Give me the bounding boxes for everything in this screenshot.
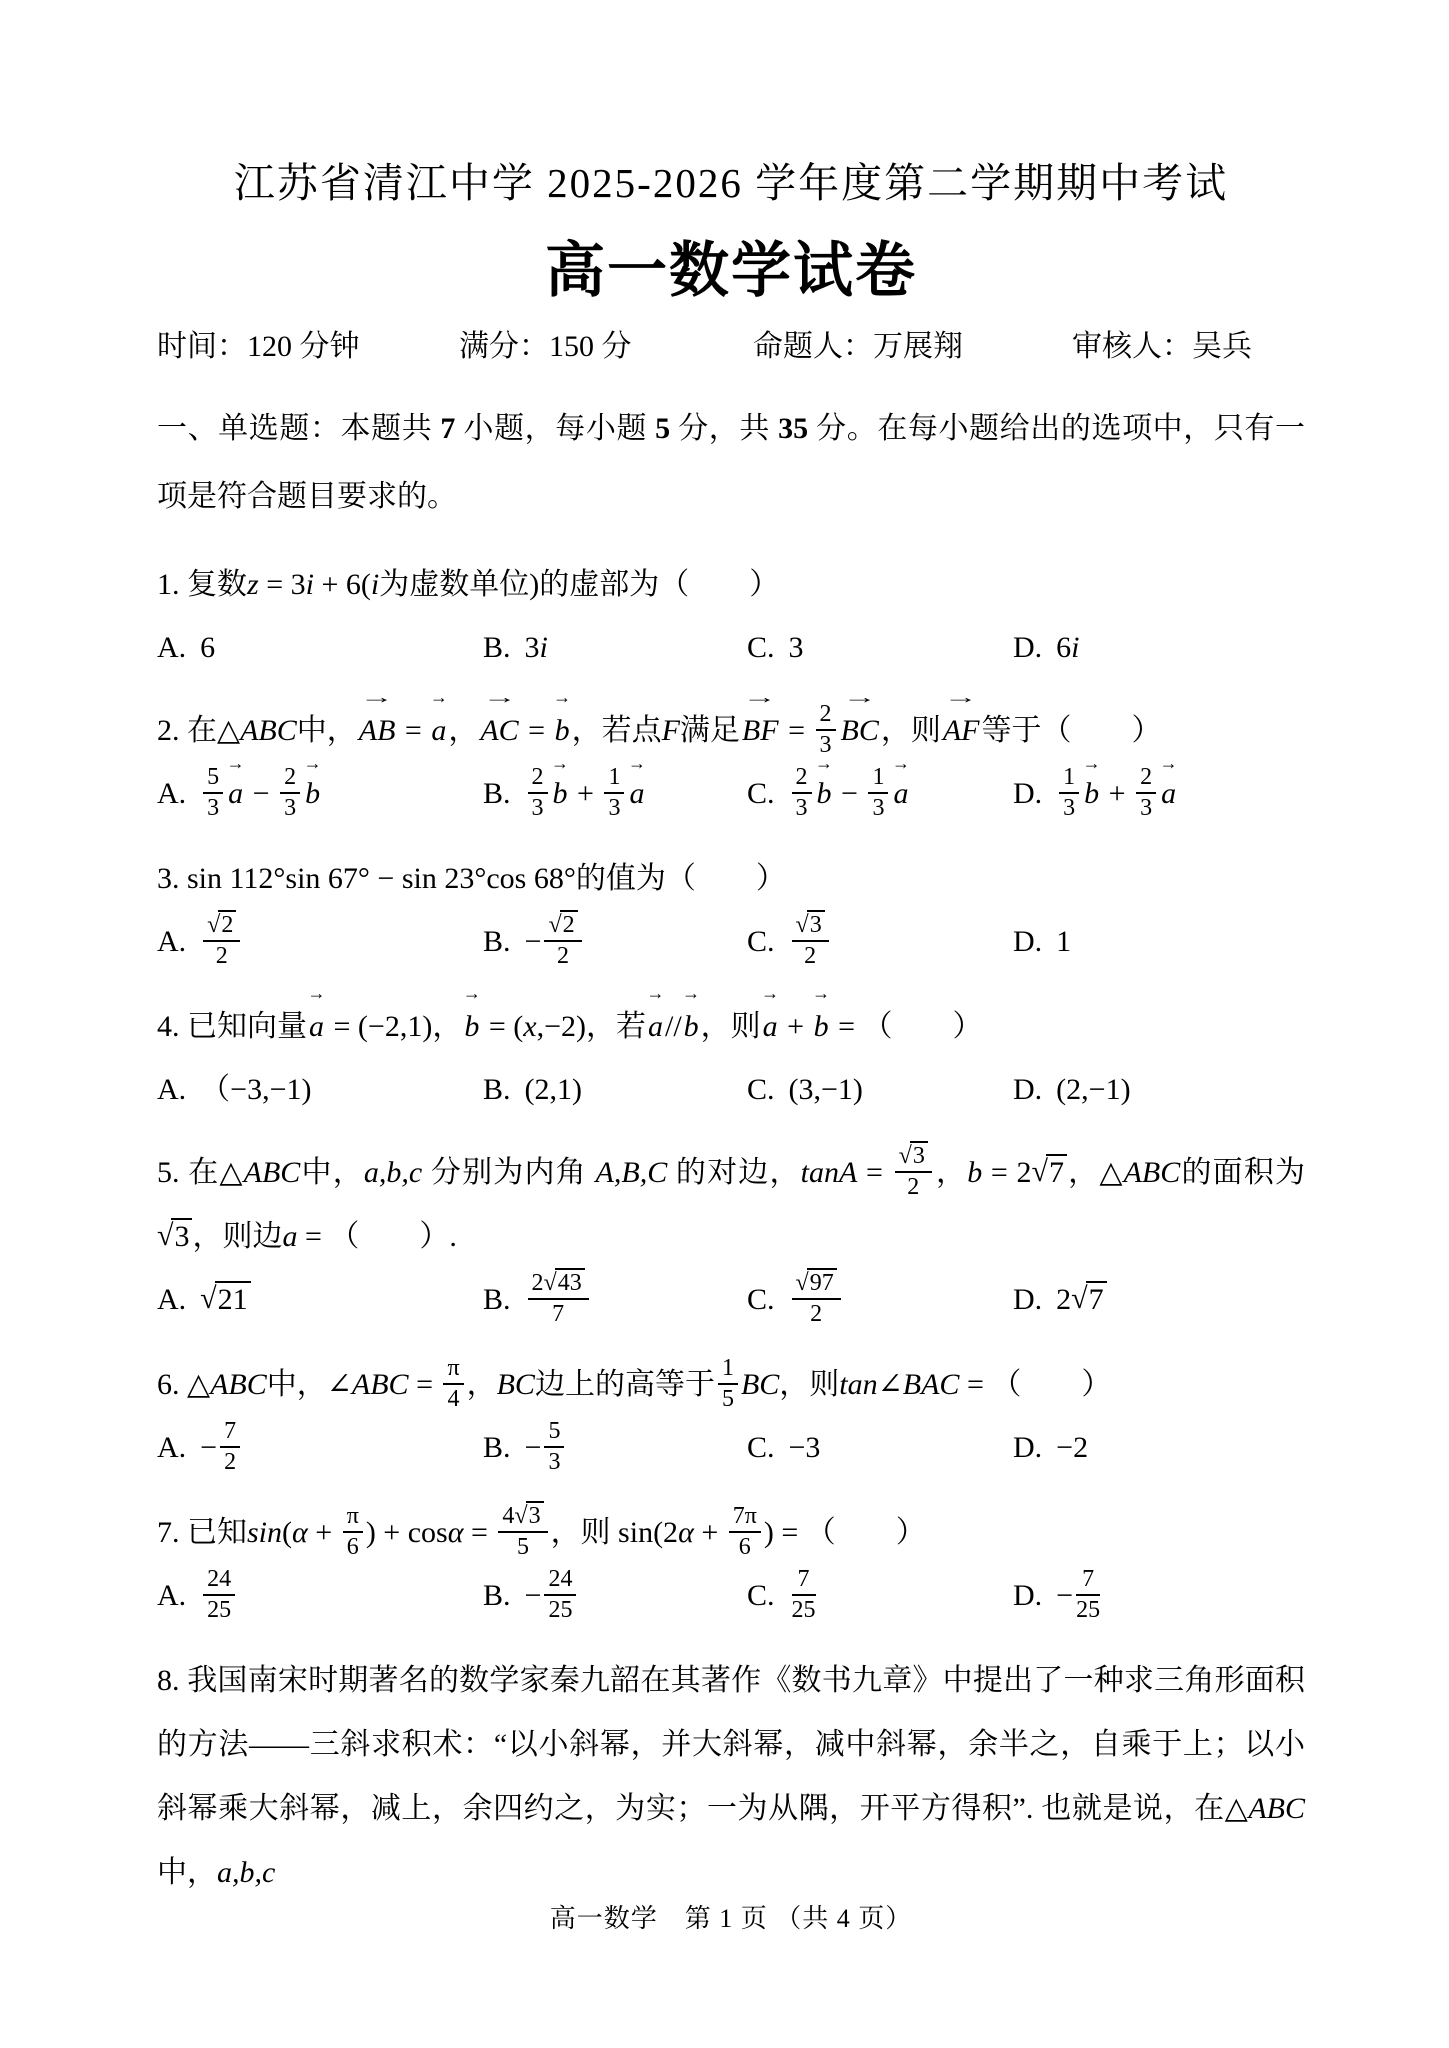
option-label: D. (1013, 777, 1043, 810)
option-label: B. (483, 777, 511, 810)
option-value: 3i (524, 631, 548, 664)
option-label: A. (157, 1578, 187, 1612)
option-value: − $\frac{√2}{2}$ (525, 925, 585, 958)
question-1-options (157, 619, 1305, 677)
option-value: $\frac{√97}{2}$ (789, 1283, 844, 1316)
exam-subtitle: 高一数学试卷 (545, 238, 917, 304)
option-value: $\frac{24}{25}$ (200, 1579, 238, 1612)
question-3 (157, 847, 1305, 973)
option-label: B. (483, 1282, 511, 1316)
option-label: C. (747, 777, 775, 810)
question-8 (157, 1649, 1305, 1905)
question-2 (157, 699, 1305, 825)
question-2-options (157, 765, 1305, 825)
question-7-option-a (157, 1567, 483, 1627)
question-1-option-b (483, 619, 747, 677)
question-1-option-d (1013, 619, 1305, 677)
question-2-option-d (1013, 765, 1305, 825)
option-label: C. (747, 1282, 775, 1316)
page-content (157, 0, 1305, 1905)
option-value: $\frac{√3}{2}$ (789, 925, 832, 958)
section-1-heading: 一、单选题：本题共 7 小题，每小题 5 分，共 35 分。在每小题给出的选项中，只有一项是符合题目要求的。 (157, 412, 1306, 513)
question-5-option-a (157, 1271, 483, 1331)
question-7-option-b (483, 1567, 747, 1627)
question-4-option-c (747, 1061, 1013, 1119)
option-label: D. (1013, 1282, 1043, 1316)
meta-score: 满分：150 分 (459, 330, 632, 363)
option-label: B. (483, 924, 511, 958)
question-1-option-a (157, 619, 483, 677)
question-5-option-b (483, 1271, 747, 1331)
option-label: B. (483, 1072, 511, 1106)
question-7 (157, 1501, 1305, 1627)
question-8-stem: 8. 我国南宋时期著名的数学家秦九韶在其著作《数书九章》中提出了一种求三角形面积的方法——三斜求积术：“以小斜幂，并大斜幂，减中斜幂，余半之，自乘于上；以小斜幂乘大斜幂，减上，余四约之，为实；一为从隅，开平方得积”. 也就是说，在△ABC中，a,b,c (157, 1663, 1305, 1889)
option-value: $\frac{2}{3}$ → b + $\frac{1}{3}$ → a (525, 777, 647, 810)
option-value: (2,1) (524, 1072, 582, 1106)
question-7-option-c (747, 1567, 1013, 1627)
question-1 (157, 553, 1305, 677)
question-2-option-b (483, 765, 747, 825)
option-label: C. (747, 924, 775, 958)
question-6-option-c (747, 1419, 1013, 1479)
question-7-options (157, 1567, 1305, 1627)
option-value: $\frac{1}{3}$ → b + $\frac{2}{3}$ → a (1056, 777, 1178, 810)
option-value: −3 (788, 1430, 821, 1464)
option-label: C. (747, 631, 775, 664)
option-label: B. (483, 1430, 511, 1464)
question-3-option-a (157, 913, 483, 973)
meta-time: 时间：120 分钟 (157, 330, 360, 363)
question-5-stem: 5. 在△ABC中，a,b,c 分别为内角 A,B,C 的对边，tanA = $\frac{√3}{2}$ ，b = 2√7 ，△ABC的面积为√3 ，则边a = （ ）. (157, 1142, 1306, 1253)
option-value: $\frac{7}{25}$ (791, 1566, 816, 1624)
question-6-options (157, 1419, 1305, 1479)
option-value: − $\frac{7}{25}$ (1056, 1566, 1101, 1624)
option-label: A. (157, 1072, 187, 1106)
question-6-option-b (483, 1419, 747, 1479)
option-value: $\frac{2√43}{7}$ (525, 1283, 592, 1316)
option-label: D. (1013, 631, 1043, 664)
question-5-option-d (1013, 1271, 1305, 1331)
question-6-option-a (157, 1419, 483, 1479)
option-value: 1 (1056, 924, 1072, 958)
question-4-option-b (483, 1061, 747, 1119)
question-3-options (157, 913, 1305, 973)
question-2-stem: 2. 在△ABC中，→ AB = → a，→ AC = → b，若点F满足→ BF = $\frac{2}{3}$ → BC，则→ AF等于（ ） (157, 699, 1305, 763)
option-value: (2,−1) (1056, 1072, 1131, 1106)
option-value: 3 (788, 631, 804, 664)
option-value: 2√7 (1056, 1283, 1106, 1316)
question-5-option-c (747, 1271, 1013, 1331)
meta-setter: 命题人：万展翔 (753, 330, 963, 363)
option-label: A. (157, 924, 187, 958)
question-6-stem: 6. △ABC中，∠ABC = $\frac{\pi}{4}$ ，BC边上的高等于 $\frac{1}{5}$ BC，则tan∠BAC = （ ） (157, 1355, 1112, 1413)
option-label: C. (747, 1578, 775, 1612)
question-3-stem: 3. sin 112°sin 67° − sin 23°cos 68°的值为（ ） (157, 861, 786, 895)
option-label: D. (1013, 924, 1043, 958)
option-value: − $\frac{5}{3}$ (525, 1431, 568, 1464)
option-value: −2 (1056, 1430, 1089, 1464)
option-value: √21 (200, 1283, 250, 1316)
option-label: C. (747, 1072, 775, 1106)
question-4-option-d (1013, 1061, 1305, 1119)
question-2-option-a (157, 765, 483, 825)
question-4-options (157, 1061, 1305, 1119)
option-label: A. (157, 1430, 187, 1464)
option-value: $\frac{5}{3}$ → a − $\frac{2}{3}$ → b (200, 777, 322, 810)
question-6-option-d (1013, 1419, 1305, 1479)
meta-row (157, 327, 1305, 367)
question-4-option-a (157, 1061, 483, 1119)
option-label: A. (157, 1282, 187, 1316)
option-value: 6 (200, 631, 216, 664)
option-value: $\frac{2}{3}$ → b − $\frac{1}{3}$ → a (789, 777, 911, 810)
page-footer: 高一数学 第 1 页 （共 4 页） (549, 1904, 913, 1933)
question-3-option-c (747, 913, 1013, 973)
option-value: − $\frac{24}{25}$ (525, 1579, 580, 1612)
option-label: D. (1013, 1430, 1043, 1464)
option-label: B. (483, 1578, 511, 1612)
option-label: D. (1013, 1578, 1043, 1612)
question-1-stem: 1. 复数z = 3i + 6(i为虚数单位)的虚部为（ ） (157, 568, 780, 601)
question-7-option-d (1013, 1567, 1305, 1627)
meta-reviewer: 审核人：吴兵 (1072, 330, 1252, 363)
option-label: A. (157, 777, 187, 810)
question-2-option-c (747, 765, 1013, 825)
question-4-stem: 4. 已知向量→ a = (−2,1)，→ b = (x,−2)，若→ a//→ b，则→ a + → b = （ ） (157, 995, 1305, 1059)
option-value: $\frac{√2}{2}$ (200, 925, 243, 958)
question-5 (157, 1141, 1305, 1331)
exam-title: 江苏省清江中学 2025-2026 学年度第二学期期中考试 (233, 160, 1229, 206)
question-6 (157, 1353, 1305, 1479)
question-1-option-c (747, 619, 1013, 677)
question-4 (157, 995, 1305, 1119)
option-value: (3,−1) (788, 1072, 863, 1106)
option-label: D. (1013, 1072, 1043, 1106)
option-value: （−3,−1) (200, 1072, 312, 1106)
question-7-stem: 7. 已知sin(α + $\frac{\pi}{6}$ ) + cosα = $\frac{4√3}{5}$ ，则 sin(2α + $\frac{7\pi}{6}$ ) = （ ） (157, 1502, 926, 1561)
question-3-option-d (1013, 913, 1305, 973)
option-value: − $\frac{7}{2}$ (200, 1431, 243, 1464)
option-label: B. (483, 631, 511, 664)
question-3-option-b (483, 913, 747, 973)
option-value: 6i (1056, 631, 1080, 664)
question-5-options (157, 1271, 1305, 1331)
option-label: A. (157, 631, 187, 664)
option-label: C. (747, 1430, 775, 1464)
